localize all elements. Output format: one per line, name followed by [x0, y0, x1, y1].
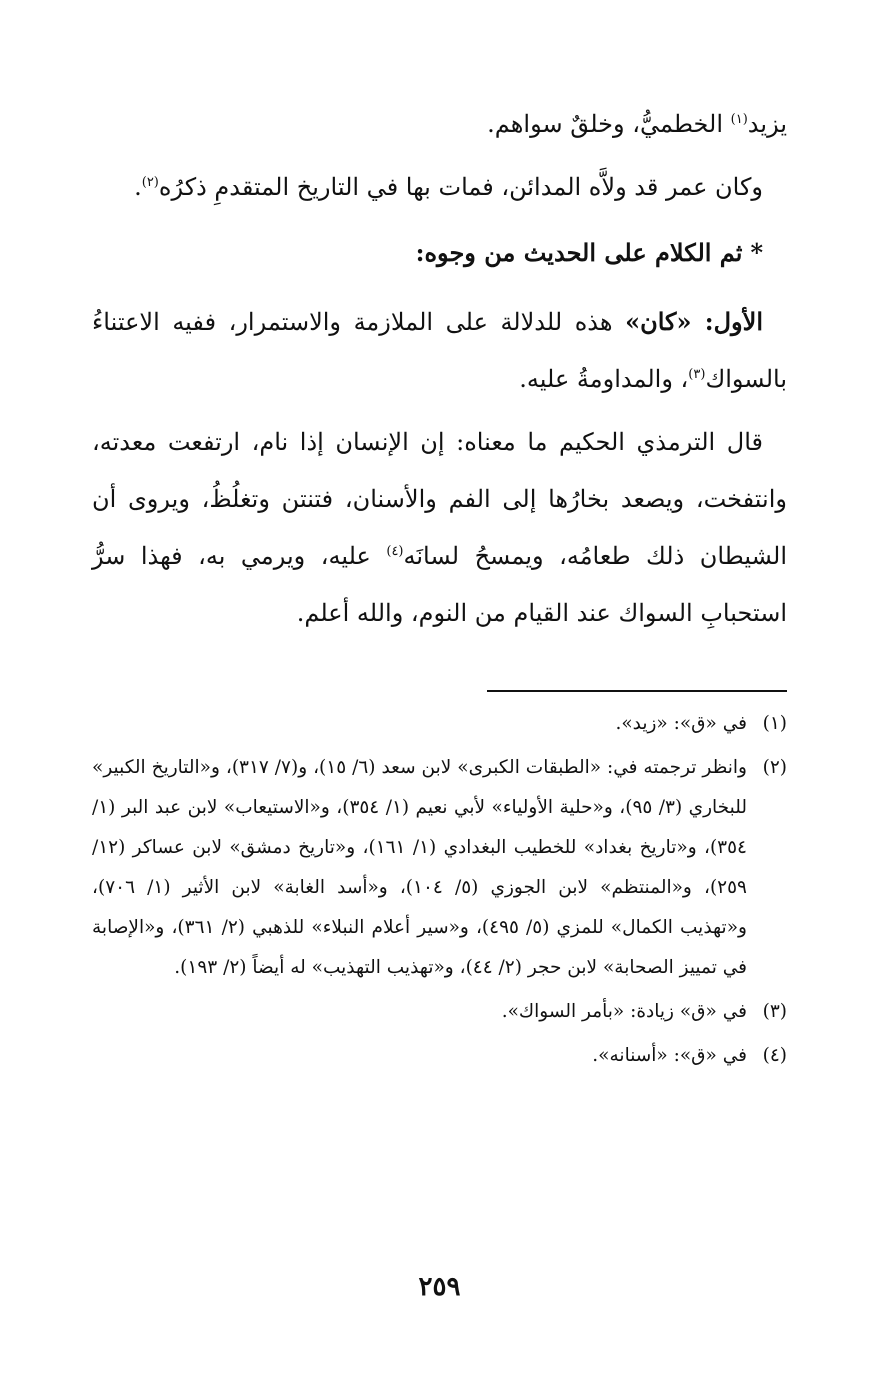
footnote-text: في «ق» زيادة: «بأمر السواك».	[501, 1001, 747, 1022]
footnote-ref-2: (٢)	[141, 175, 159, 190]
footnote-4	[92, 1036, 787, 1076]
paragraph-2-text-a: وكان عمر قد ولاَّه المدائن، فمات بها في التاريخ المتقدمِ ذكرُه	[158, 173, 763, 201]
footnote-ref-3: (٣)	[688, 367, 706, 382]
asterisk-icon: *	[750, 238, 763, 267]
footnote-text: في «ق»: «زيد».	[615, 713, 747, 734]
footnote-ref-4: (٤)	[386, 544, 404, 559]
paragraph-4-text-a: قال الترمذي الحكيم ما معناه: إن الإنسان إذا نام، ارتفعت معدته، وانتفخت، ويصعد بخارُها إلى الفم والأسنان، فتنتن وتغلُظُ، ويروى أن الشيطان ذلك طعامُه، ويمسحُ لسانَه	[92, 428, 787, 570]
page-body	[92, 96, 787, 642]
footnote-ref-1: (١)	[730, 112, 748, 127]
footnote-3	[92, 992, 787, 1032]
page-number: ٢٥٩	[418, 1272, 461, 1302]
paragraph-2-text-b: .	[134, 173, 142, 201]
paragraph-3-text-a: هذه للدلالة على الملازمة والاستمرار، ففيه الاعتناءُ بالسواك	[92, 308, 787, 393]
footnote-number: (١)	[762, 713, 787, 734]
footnote-text: في «ق»: «أسنانه».	[592, 1045, 747, 1066]
paragraph-4	[92, 414, 787, 642]
section-heading	[92, 224, 787, 281]
footnote-number: (٣)	[762, 1001, 787, 1022]
paragraph-4-text-b: عليه، ويرمي به، فهذا سرُّ استحبابِ السواك عند القيام من النوم، والله أعلم.	[92, 542, 787, 627]
paragraph-1-text-b: الخطميُّ، وخلقٌ سواهم.	[487, 110, 731, 138]
main-text	[92, 96, 787, 642]
paragraph-2	[92, 159, 787, 216]
paragraph-3-text-b: ، والمداومةُ عليه.	[519, 365, 689, 393]
paragraph-3	[92, 293, 787, 408]
footnote-number: (٢)	[762, 757, 787, 778]
footnote-1	[92, 704, 787, 744]
footnotes	[92, 704, 787, 1080]
point-label-first: الأول: «كان»	[625, 307, 763, 336]
paragraph-1-text-a: يزيد	[747, 110, 787, 138]
footnote-number: (٤)	[762, 1045, 787, 1066]
footnote-separator	[487, 690, 787, 692]
footnote-2	[92, 748, 787, 988]
paragraph-1	[92, 96, 787, 153]
section-heading-text: ثم الكلام على الحديث من وجوه:	[415, 238, 743, 267]
footnote-text: وانظر ترجمته في: «الطبقات الكبرى» لابن سعد (٦/ ١٥)، و(٧/ ٣١٧)، و«التاريخ الكبير» للبخاري (٣/ ٩٥)، و«حلية الأولياء» لأبي نعيم (١/ ٣٥٤)، و«الاستيعاب» لابن عبد البر (١/ ٣٥٤)، و«تاريخ بغداد» للخطيب البغدادي (١/ ١٦١)، و«تاريخ دمشق» لابن عساكر (١٢/ ٢٥٩)، و«المنتظم» لابن الجوزي (٥/ ١٠٤)، و«أسد الغابة» لابن الأثير (١/ ٧٠٦)، و«تهذيب الكمال» للمزي (٥/ ٤٩٥)، و«سير أعلام النبلاء» للذهبي (٢/ ٣٦١)، و«الإصابة في تمييز الصحابة» لابن حجر (٢/ ٤٤)، و«تهذيب التهذيب» له أيضاً (٢/ ١٩٣).	[92, 757, 747, 978]
